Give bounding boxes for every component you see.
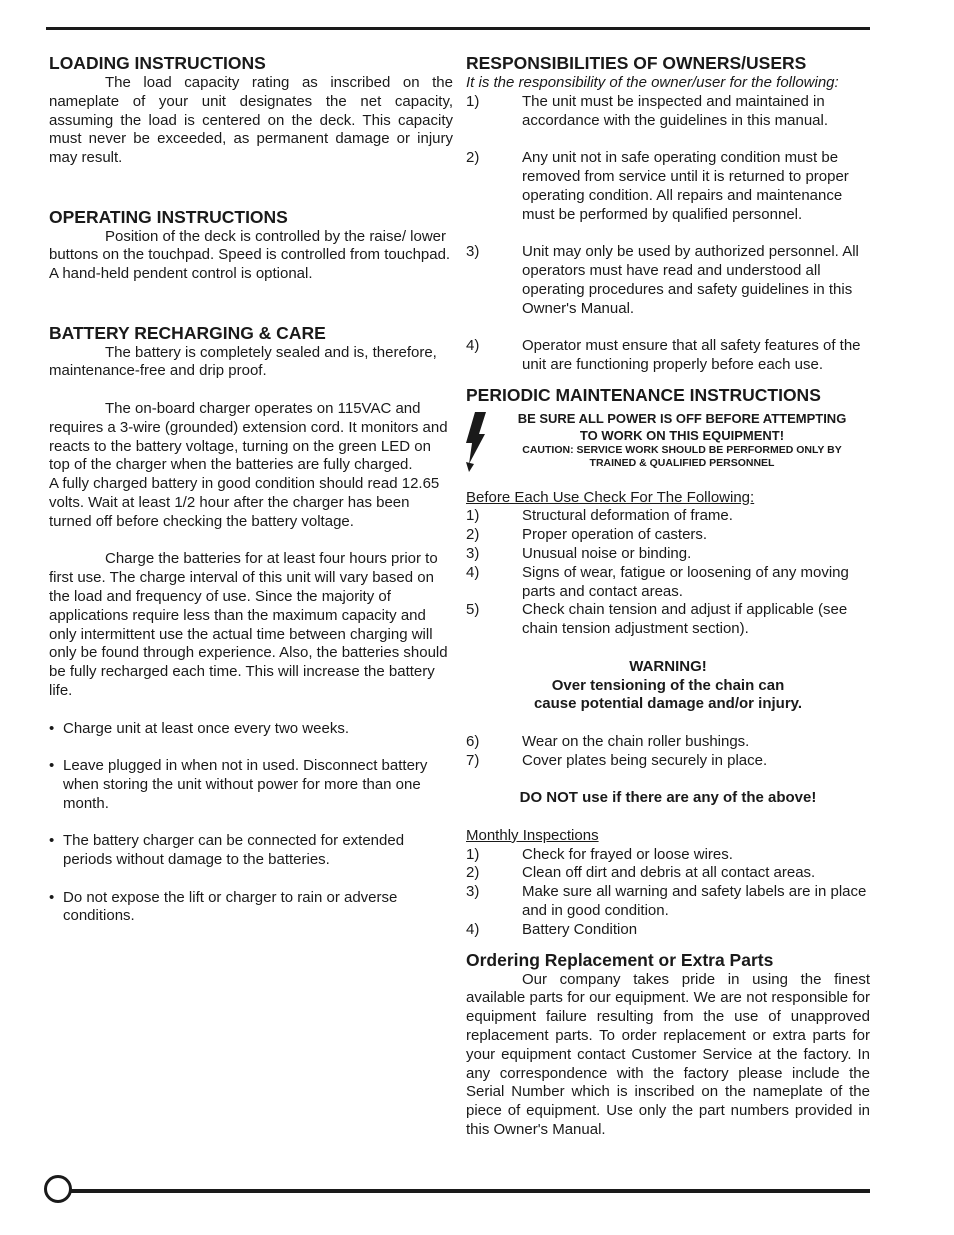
monthly-item — [466, 883, 870, 921]
check-item — [466, 733, 870, 752]
loading-body: The load capacity rating as inscribed on the nameplate of your unit designates the net capacity, assuming the load is centered on the deck. This capacity must never be exceeded, as permanent damage or injury may result. — [49, 74, 453, 167]
loading-title: LOADING INSTRUCTIONS — [49, 53, 266, 73]
chain-warning-title: WARNING! — [629, 657, 707, 675]
operating-title: OPERATING INSTRUCTIONS — [49, 206, 288, 227]
battery-paragraph-4: Charge the batteries for at least four hours prior to first use. The charge interval of this unit will vary based on the load and frequency of use. Since the majority of applications require less than the maximum capacity and only intermittent use the actual time between charging will only be found through experience. Also, the batteries should be fully recharged each time. This will increase the battery life. — [49, 550, 448, 699]
power-warning-line: BE SURE ALL POWER IS OFF BEFORE ATTEMPTING — [517, 410, 847, 426]
item-number: 7) — [466, 751, 480, 769]
bullet-marker: • — [49, 888, 55, 906]
responsibility-item — [466, 149, 870, 224]
check-item — [466, 507, 870, 526]
item-text: Signs of wear, fatigue or loosening of any moving parts and contact areas. — [522, 563, 849, 600]
do-not-use-notice: DO NOT use if there are any of the above! — [519, 789, 817, 807]
monthly-item — [466, 864, 870, 883]
check-item — [466, 545, 870, 564]
battery-bullet-item — [49, 720, 453, 739]
chain-warning-line: cause potential damage and/or injury. — [533, 695, 803, 713]
caution-line: CAUTION: SERVICE WORK SHOULD BE PERFORMED ONLY BY — [522, 443, 842, 456]
check-item — [466, 752, 870, 771]
item-text: The unit must be inspected and maintained in accordance with the guidelines in this manual. — [522, 92, 829, 129]
loading-section — [49, 52, 453, 168]
battery-title: BATTERY RECHARGING & CARE — [49, 322, 326, 343]
before-use-heading: Before Each Use Check For The Following: — [466, 488, 755, 506]
ordering-title: Ordering Replacement or Extra Parts — [466, 949, 774, 970]
battery-paragraph-1: The battery is completely sealed and is, therefore, maintenance-free and drip proof. — [49, 343, 437, 380]
periodic-section — [466, 384, 870, 940]
bottom-rule — [70, 1189, 870, 1193]
monthly-heading: Monthly Inspections — [466, 826, 599, 844]
item-number: 3) — [466, 544, 480, 562]
operating-body: Position of the deck is controlled by the raise/ lower buttons on the touchpad. Speed is controlled from touchpad. A hand-held pendent control is optional. — [49, 227, 451, 283]
item-number: 5) — [466, 601, 480, 619]
item-number: 6) — [466, 732, 480, 750]
item-text: Unusual noise or binding. — [522, 544, 692, 562]
bullet-marker: • — [49, 719, 55, 737]
check-item — [466, 601, 870, 639]
item-text: Wear on the chain roller bushings. — [522, 732, 750, 750]
item-text: Battery Condition — [522, 920, 638, 938]
chain-warning-line: Over tensioning of the chain can — [551, 676, 785, 694]
lightning-bolt-icon — [466, 412, 488, 472]
caution-line: TRAINED & QUALIFIED PERSONNEL — [589, 456, 775, 469]
monthly-item — [466, 921, 870, 940]
item-text: Operator must ensure that all safety features of the unit are functioning properly before each use. — [522, 337, 861, 373]
ordering-section — [466, 949, 870, 1140]
item-number: 2) — [466, 864, 480, 882]
battery-paragraph-3: A fully charged battery in good condition should read 12.65 volts. Wait at least 1/2 hour after the charger has been turned off before checking the battery voltage. — [49, 475, 440, 530]
operating-section — [49, 206, 453, 284]
bullet-text: Charge unit at least once every two weeks. — [63, 719, 349, 737]
responsibilities-section — [466, 52, 870, 375]
bullet-text: Do not expose the lift or charger to rain or adverse conditions. — [63, 888, 398, 925]
item-number: 1) — [466, 507, 480, 525]
item-number: 1) — [466, 92, 480, 110]
item-text: Cover plates being securely in place. — [522, 751, 768, 769]
left-column — [49, 52, 453, 926]
item-number: 3) — [466, 243, 480, 261]
responsibility-item — [466, 337, 870, 375]
right-column — [466, 52, 870, 1140]
bullet-text: Leave plugged in when not in used. Disconnect battery when storing the unit without power for more than one month. — [63, 757, 428, 812]
top-rule — [46, 27, 870, 30]
monthly-item — [466, 846, 870, 865]
battery-section — [49, 322, 453, 927]
item-text: Any unit not in safe operating condition must be removed from service until it is returned to proper operating condition. All repairs and maintenance must be performed by qualified personnel. — [522, 149, 849, 223]
periodic-title: PERIODIC MAINTENANCE INSTRUCTIONS — [466, 384, 821, 405]
item-text: Structural deformation of frame. — [522, 507, 733, 525]
ordering-body: Our company takes pride in using the finest available parts for our equipment. We are not responsible for equipment failure resulting from the use of unapproved replacement parts. To order replacement or extra parts for your equipment contact Customer Service at the factory. In any correspondence with the factory please include the Serial Number which is inscribed on the nameplate of the piece of equipment. Use only the part numbers provided in this Owner's Manual. — [466, 970, 870, 1139]
item-number: 4) — [466, 563, 480, 581]
responsibility-item — [466, 93, 870, 131]
item-text: Clean off dirt and debris at all contact areas. — [522, 864, 816, 882]
item-number: 3) — [466, 883, 480, 901]
battery-paragraph-2: The on-board charger operates on 115VAC and requires a 3-wire (grounded) extension cord. It monitors and reacts to the battery voltage, turning on the green LED on top of the charger when the batteries are fully charged. — [49, 399, 448, 474]
check-item — [466, 564, 870, 602]
bullet-marker: • — [49, 757, 55, 775]
battery-bullet-item — [49, 832, 453, 870]
item-text: Proper operation of casters. — [522, 526, 708, 544]
battery-bullet-item — [49, 757, 453, 813]
item-number: 4) — [466, 920, 480, 938]
item-number: 2) — [466, 149, 480, 167]
power-warning-block — [466, 410, 870, 470]
item-number: 1) — [466, 845, 480, 863]
check-item — [466, 526, 870, 545]
battery-bullet-item — [49, 889, 453, 927]
responsibilities-title: RESPONSIBILITIES OF OWNERS/USERS — [466, 53, 807, 73]
responsibilities-intro: It is the responsibility of the owner/user for the following: — [466, 74, 839, 91]
item-number: 2) — [466, 526, 480, 544]
page-number-circle — [44, 1175, 72, 1203]
item-text: Make sure all warning and safety labels are in place and in good condition. — [522, 883, 867, 920]
item-text: Unit may only be used by authorized personnel. All operators must have read and understood all operating procedures and safety guidelines in this Owner's Manual. — [522, 243, 859, 317]
bullet-marker: • — [49, 832, 55, 850]
bullet-text: The battery charger can be connected for extended periods without damage to the batteries. — [63, 832, 405, 869]
item-number: 4) — [466, 337, 480, 355]
responsibility-item — [466, 243, 870, 318]
item-text: Check for frayed or loose wires. — [522, 845, 733, 863]
power-warning-line: TO WORK ON THIS EQUIPMENT! — [579, 427, 785, 443]
item-text: Check chain tension and adjust if applicable (see chain tension adjustment section). — [522, 601, 848, 638]
